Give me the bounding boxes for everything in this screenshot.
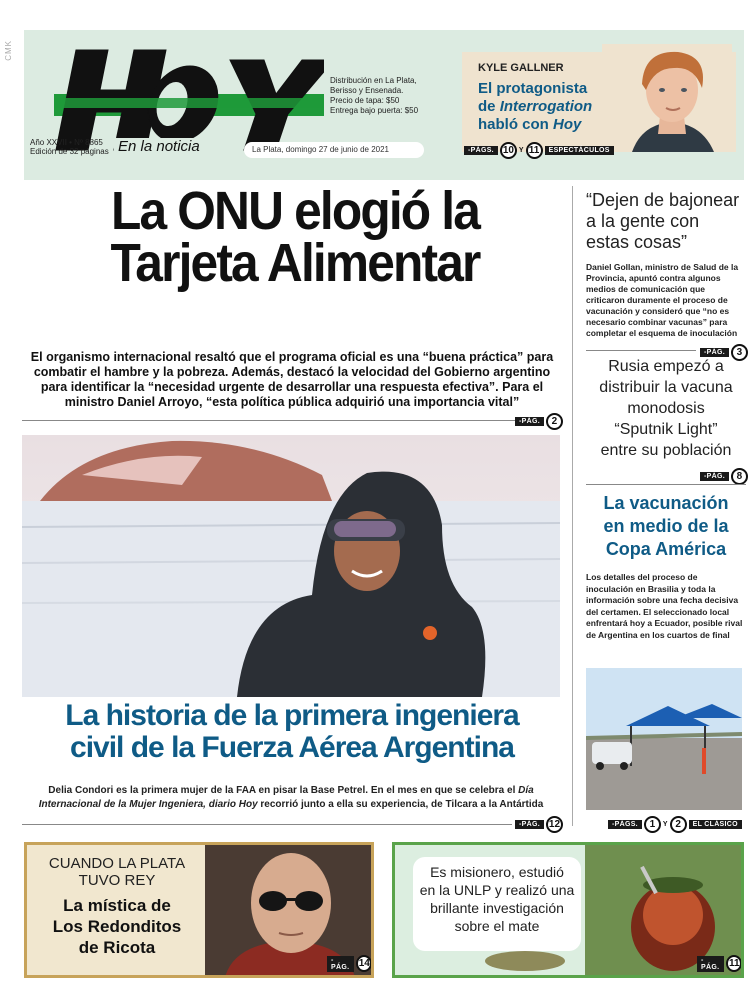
- promo-title[interactable]: [478, 80, 592, 134]
- promo-title-line: El protagonista: [478, 80, 588, 97]
- page-label: -PÁG.: [515, 820, 544, 829]
- page-label: -PÁG.: [697, 956, 724, 972]
- divider: [586, 484, 746, 485]
- ricota-title-line: La mística de: [63, 896, 171, 915]
- promo-title-line: [478, 98, 592, 116]
- quote-line: “Dejen de bajonear: [586, 190, 740, 210]
- actor-portrait: [602, 44, 732, 152]
- sputnik-line: distribuir la vacuna: [599, 379, 733, 396]
- mate-line: sobre el mate: [454, 918, 540, 934]
- page-label: -PÁG.: [700, 348, 729, 357]
- ricota-promo-box[interactable]: [24, 842, 374, 978]
- promo-title-line: [478, 116, 592, 134]
- copa-america-body: Los detalles del proceso de inoculación en Brasilia y toda la información sobre una fecha decisiva del certamen. El seleccionado local enfrentará hoy a Ecuador, posible rival de Argentina en los cuartos de final: [586, 572, 743, 640]
- page-conjunction: Y: [662, 821, 668, 828]
- copa-headline-line: Copa América: [605, 539, 727, 559]
- distribution-line: Berisso y Ensenada.: [330, 86, 404, 95]
- section-label: EL CLÁSICO: [689, 820, 742, 829]
- promo-title-italic: Hoy: [553, 116, 582, 133]
- antarctica-engineer-photo[interactable]: [22, 435, 560, 697]
- feature-page-ref[interactable]: [515, 816, 563, 833]
- sputnik-line: entre su población: [600, 442, 732, 459]
- ricota-title: [37, 895, 197, 958]
- page-number: 12: [546, 816, 563, 833]
- feature-subhead: [24, 784, 558, 812]
- divider: [586, 350, 696, 351]
- column-divider: [572, 186, 573, 826]
- sputnik-line: Rusia empezó a: [608, 358, 724, 375]
- copa-headline-line: en medio de la: [603, 516, 729, 536]
- page-label: -PÁGS.: [608, 820, 642, 829]
- page-number: 8: [731, 468, 748, 485]
- promo-page-ref[interactable]: [464, 142, 614, 159]
- page-number: 2: [670, 816, 687, 833]
- distribution-line: Distribución en La Plata,: [330, 76, 417, 85]
- promo-title-text: habló con: [478, 116, 553, 133]
- quote-line: estas cosas”: [586, 232, 688, 252]
- page-number: 3: [731, 344, 748, 361]
- lead-lede: El organismo internacional resaltó que el programa oficial es una “buena práctica” para combatir el hambre y la pobreza. Además, destacó la velocidad del Gobierno argentino para identificar la “necesidad urgente de desarrollar una respuesta efectiva”. Para el ministro Daniel Arroyo, “esta política pública adquirió una importancia vital”: [30, 350, 554, 409]
- mate-line: Es misionero, estudió: [430, 864, 564, 880]
- feature-headline-line: civil de la Fuerza Aérea Argentina: [70, 731, 514, 764]
- distribution-info: [330, 76, 418, 116]
- divider: [22, 420, 517, 421]
- sputnik-line: “Sputnik Light”: [614, 421, 718, 438]
- copa-page-ref[interactable]: [608, 816, 742, 833]
- gollan-quote[interactable]: [586, 190, 746, 253]
- copa-headline-line: La vacunación: [603, 493, 729, 513]
- lead-headline[interactable]: [42, 181, 548, 293]
- distribution-line: Precio de tapa: $50: [330, 96, 400, 105]
- page-number: 10: [500, 142, 517, 159]
- ricota-kicker: [37, 855, 197, 889]
- page-conjunction: Y: [518, 147, 524, 154]
- page-number: 14: [356, 955, 372, 972]
- page-label: -PÁGS.: [464, 146, 498, 155]
- feature-headline[interactable]: [22, 700, 562, 764]
- divider: [22, 824, 512, 825]
- sputnik-line: monodosis: [627, 400, 705, 417]
- edition-pages: Edición de 32 páginas: [30, 147, 109, 156]
- mate-promo-box[interactable]: [392, 842, 744, 978]
- page-label: -PÁG.: [327, 956, 354, 972]
- page-label: -PÁG.: [700, 472, 729, 481]
- feature-subhead-text: Delia Condori es la primera mujer de la FAA en pisar la Base Petrel. En el mes en que se celebra el: [48, 785, 519, 796]
- page-label: -PÁG.: [515, 417, 544, 426]
- promo-title-text: de: [478, 98, 500, 115]
- page-number: 2: [546, 413, 563, 430]
- sputnik-story[interactable]: [586, 356, 746, 461]
- page-number: 1: [644, 816, 661, 833]
- ricota-title-line: de Ricota: [78, 938, 156, 957]
- feature-subhead-italic: Día Internacional de la Mujer Ingeniera, diario Hoy: [38, 785, 534, 810]
- mate-line: en la UNLP y realizó una: [419, 882, 575, 898]
- mate-page-ref[interactable]: [697, 955, 742, 972]
- ricota-title-line: Los Redonditos: [52, 917, 182, 936]
- lead-page-ref[interactable]: [515, 413, 563, 430]
- page-number: 11: [526, 142, 543, 159]
- dateline: La Plata, domingo 27 de junio de 2021: [244, 142, 424, 158]
- mate-story-card: [413, 857, 581, 951]
- section-label: ESPECTÁCULOS: [545, 146, 614, 155]
- vaccination-tents-photo[interactable]: [586, 668, 742, 810]
- promo-kicker: KYLE GALLNER: [478, 62, 564, 74]
- edition-number: Año XXVII • Nº 8865: [30, 138, 103, 147]
- copa-america-headline[interactable]: [586, 492, 746, 561]
- ricota-page-ref[interactable]: [327, 955, 372, 972]
- lead-headline-line: La ONU elogió la: [110, 181, 480, 241]
- mate-line: brillante investigación: [430, 900, 564, 916]
- feature-headline-line: La historia de la primera ingeniera: [65, 699, 519, 732]
- promo-kyle-gallner[interactable]: [462, 52, 736, 152]
- sputnik-page-ref[interactable]: [700, 468, 748, 485]
- feature-subhead-text: recorrió junto a ella su experiencia, de Tilcara a la Antártida: [257, 799, 544, 810]
- ricota-kicker-line: CUANDO LA PLATA: [48, 855, 186, 872]
- distribution-line: Entrega bajo puerta: $50: [330, 106, 419, 115]
- masthead-tagline: En la noticia: [114, 138, 204, 155]
- promo-title-italic: Interrogation: [499, 98, 593, 115]
- gollan-quote-body: Daniel Gollan, ministro de Salud de la Provincia, apuntó contra algunos medios de comunicación que criticaron duramente el proceso de vacunación y consideró que “no es necesario combinar vacunas” para completar el esquema de inoculación: [586, 262, 739, 338]
- edition-info: [30, 138, 109, 156]
- ricota-kicker-line: TUVO REY: [78, 872, 156, 889]
- print-color-marks: CMK: [4, 40, 13, 61]
- lead-headline-line: Tarjeta Alimentar: [110, 233, 480, 293]
- masthead: [24, 30, 744, 180]
- page-number: 11: [726, 955, 742, 972]
- quote-line: a la gente con: [586, 211, 700, 231]
